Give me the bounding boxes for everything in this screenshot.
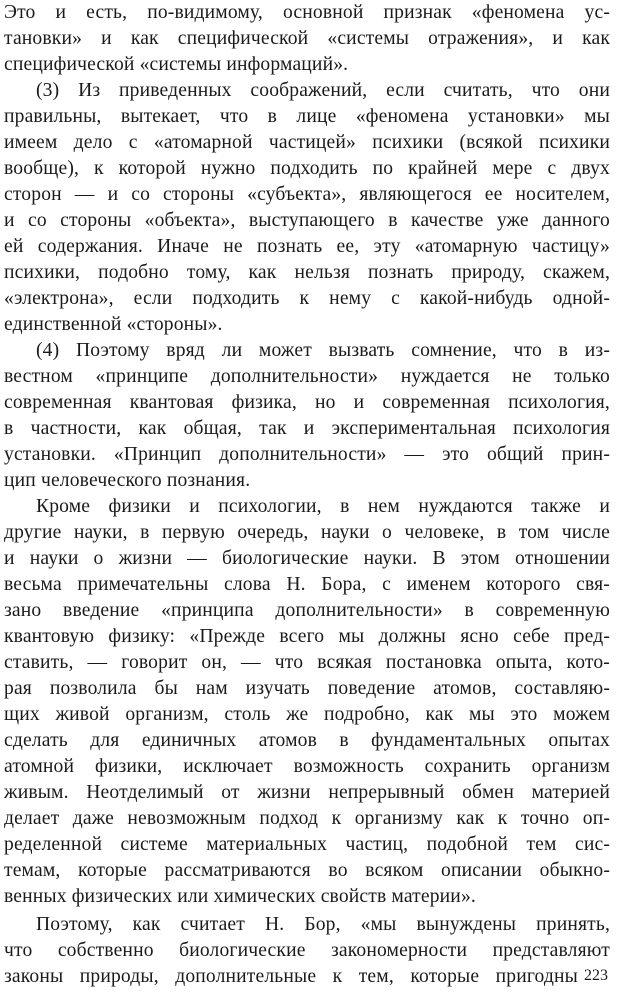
- text-line: сделать для единичных атомов в фундаментальных опытах: [4, 730, 610, 751]
- text-line: и науки о жизни — биологические науки. В этом отношении: [4, 548, 610, 569]
- text-line: атомной физики, исключает возможность сохранить организм: [4, 756, 610, 777]
- text-line: щих живой организм, столь же подробно, как мы это можем: [4, 704, 610, 725]
- text-line: Это и есть, по-видимому, основной признак «феномена ус-: [4, 2, 610, 23]
- text-line: рая позволила бы нам изучать поведение атомов, составляю-: [4, 678, 610, 699]
- text-line: венных физических или химических свойств материи».: [4, 886, 476, 907]
- text-line: тановки» и как специфической «системы отражения», и как: [4, 28, 610, 49]
- text-line: имеем дело с «атомарной частицей» психики (всякой психики: [4, 132, 610, 153]
- text-line: другие науки, в первую очередь, науки о человеке, в том числе: [4, 522, 610, 543]
- text-line: «электрона», если подходить к нему с какой-нибудь одной-: [4, 288, 610, 309]
- text-line: живым. Неотделимый от жизни непрерывный обмен материей: [4, 782, 610, 803]
- text-line: Кроме физики и психологии, в нем нуждаются также и: [36, 496, 610, 517]
- text-line: (4) Поэтому вряд ли может вызвать сомнение, что в из-: [36, 340, 610, 361]
- text-line: делает даже невозможным подход к организму как к точно оп-: [4, 808, 610, 829]
- text-line: установки. «Принцип дополнительности» — это общий прин-: [4, 444, 610, 465]
- text-line: ределенной системе материальных частиц, подобной тем сис-: [4, 834, 610, 855]
- text-line: и со стороны «объекта», выступающего в качестве уже данного: [4, 210, 610, 231]
- text-line: единственной «стороны».: [4, 314, 223, 335]
- text-line: законы природы, дополнительные к тем, которые пригодны: [4, 966, 578, 987]
- text-line: что собственно биологические закономерности представляют: [4, 940, 610, 961]
- text-line: (3) Из приведенных соображений, если считать, что они: [36, 80, 610, 101]
- text-line: квантовую физику: «Прежде всего мы должны ясно себе пред-: [4, 626, 610, 647]
- text-line: Поэтому, как считает Н. Бор, «мы вынуждены принять,: [36, 914, 610, 935]
- text-line: цип человеческого познания.: [4, 470, 251, 491]
- text-line: ей содержания. Иначе не познать ее, эту «атомарную частицу»: [4, 236, 610, 257]
- text-line: весьма примечательны слова Н. Бора, с именем которого свя-: [4, 574, 610, 595]
- text-line: темам, которые рассматриваются во всяком описании обыкно-: [4, 860, 610, 881]
- text-line: сторон — и со стороны «субъекта», являющегося ее носителем,: [4, 184, 610, 205]
- text-line: ставить, — говорит он, — что всякая постановка опыта, кото-: [4, 652, 610, 673]
- page-number: 223: [584, 967, 608, 984]
- text-line: вообще), к которой нужно подходить по крайней мере с двух: [4, 158, 610, 179]
- text-line: вестном «принципе дополнительности» нуждается не только: [4, 366, 610, 387]
- text-line: в частности, как общая, так и экспериментальная психология: [4, 418, 610, 439]
- text-line: психики, подобно тому, как нельзя познать природу, скажем,: [4, 262, 610, 283]
- text-line: специфической «системы информаций».: [4, 54, 349, 75]
- text-line: правильны, вытекает, что в лице «феномена установки» мы: [4, 106, 610, 127]
- text-line: зано введение «принципа дополнительности» в современную: [4, 600, 610, 621]
- text-line: современная квантовая физика, но и современная психология,: [4, 392, 610, 413]
